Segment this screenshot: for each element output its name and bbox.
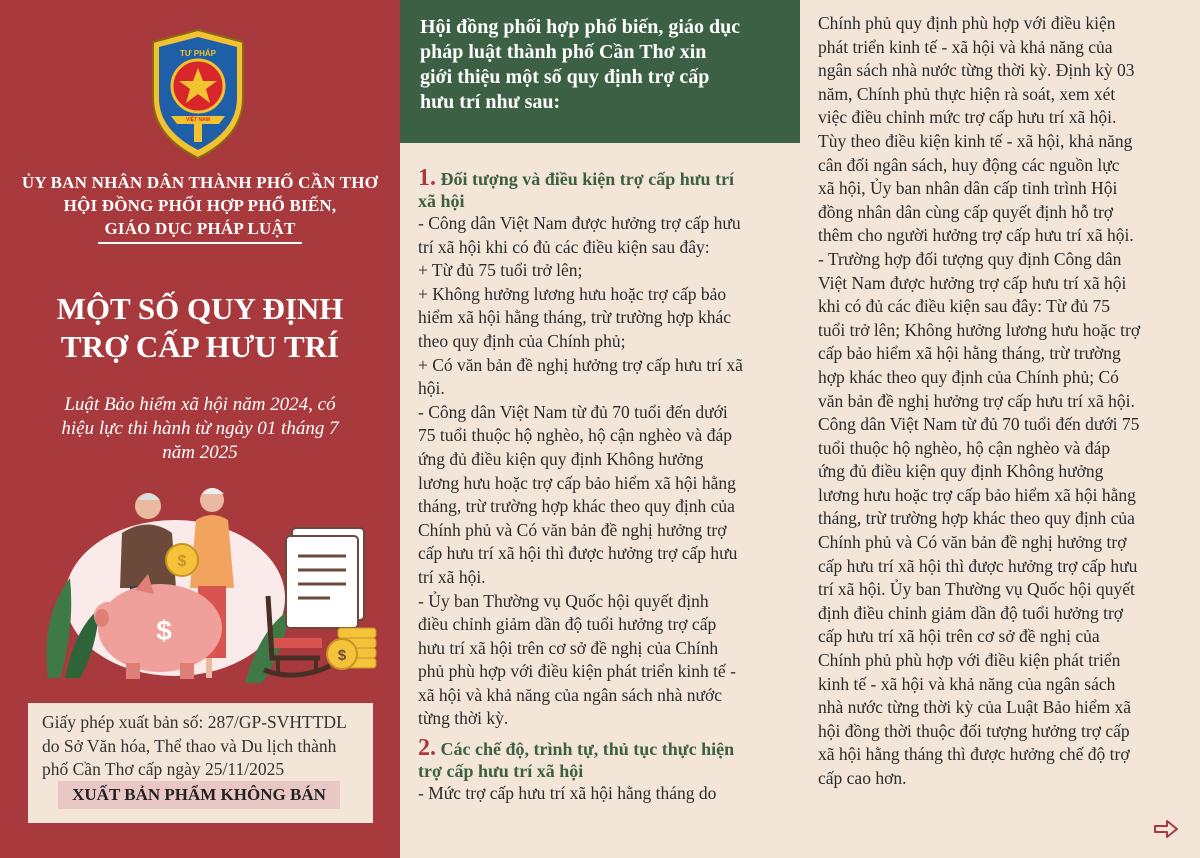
- intro-line-1: Hội đồng phối hợp phổ biến, giáo dục: [420, 16, 741, 38]
- section-1-number: 1.: [418, 165, 436, 191]
- svg-text:$: $: [156, 615, 172, 646]
- body-text-line: xã hội hằng tháng thì được hưởng chế độ trợ: [818, 744, 1130, 765]
- leaf-icon: [46, 578, 71, 678]
- body-text-line: lương hưu hoặc trợ cấp bảo hiểm xã hội hằng: [818, 484, 1136, 505]
- body-text-line: ứng đủ điều kiện quy định Không hưởng: [418, 448, 704, 469]
- body-text-line: từng thời kỳ.: [418, 708, 509, 729]
- next-page-arrow-icon[interactable]: [1153, 820, 1179, 838]
- org-underline: [98, 242, 302, 244]
- org-line-1: ỦY BAN NHÂN DÂN THÀNH PHỐ CẦN THƠ: [21, 173, 379, 192]
- body-text-line: ngân sách nhà nước từng thời kỳ. Định kỳ 03: [818, 60, 1135, 81]
- body-text-line: lương hưu hoặc trợ cấp bảo hiểm xã hội hằng: [418, 472, 736, 493]
- body-text-line: Chính phủ phù hợp với điều kiện phát triển: [818, 650, 1121, 671]
- body-text-line: cấp hưu trí xã hội trên cơ sở đề nghị của: [818, 626, 1100, 647]
- body-text-line: nhà nước từng thời kỳ của Luật Bảo hiểm xã: [818, 697, 1132, 718]
- section-1-heading-line-2: xã hội: [418, 191, 465, 211]
- body-text-line: - Trường hợp đối tượng quy định Công dân: [818, 248, 1122, 269]
- body-text-line: - Mức trợ cấp hưu trí xã hội hằng tháng do: [418, 783, 717, 804]
- law-subtitle-line-1: Luật Bảo hiểm xã hội năm 2024, có: [64, 394, 336, 415]
- law-subtitle-line-3: năm 2025: [162, 442, 238, 463]
- body-text-line: Công dân Việt Nam từ đủ 70 tuổi đến dưới 75: [818, 414, 1140, 435]
- coin-stack-icon: [327, 628, 376, 669]
- body-text-line: 75 tuổi thuộc hộ nghèo, hộ cận nghèo và đáp: [418, 425, 732, 446]
- intro-line-4: hưu trí như sau:: [420, 91, 561, 113]
- document-icon: [286, 528, 364, 628]
- body-text-line: hội.: [418, 378, 445, 399]
- body-text-line: trí xã hội khi có đủ các điều kiện sau đây:: [418, 236, 710, 257]
- section-2-body: [418, 782, 788, 806]
- body-text-line: định điều chỉnh giảm dần độ tuổi hưởng trợ: [818, 602, 1124, 623]
- body-text-line: theo quy định của Chính phủ;: [418, 330, 626, 351]
- intro-banner: [400, 0, 800, 143]
- right-column: [818, 12, 1188, 791]
- body-text-line: hiểm xã hội hằng tháng, trừ trường hợp khác: [418, 307, 732, 328]
- intro-line-2: pháp luật thành phố Cần Thơ xin: [420, 41, 707, 63]
- cover-title-line-1: MỘT SỐ QUY ĐỊNH: [56, 291, 344, 326]
- body-text-line: Chính phủ quy định phù hợp với điều kiện: [818, 13, 1116, 33]
- body-text-line: thêm cho người hưởng trợ cấp hưu trí xã hội.: [818, 225, 1134, 246]
- body-text-line: tháng, trừ trường hợp khác theo quy định của: [418, 496, 735, 517]
- body-text-line: xã hội, Ủy ban nhân dân cấp tỉnh trình Hội: [818, 178, 1118, 199]
- section-1-heading: [418, 167, 788, 190]
- body-text-line: - Ủy ban Thường vụ Quốc hội quyết định: [418, 590, 709, 611]
- body-text-line: khi có đủ các điều kiện sau đây: Từ đủ 75: [818, 296, 1111, 317]
- body-text-line: Tùy theo điều kiện kinh tế - xã hội, khả năng: [818, 130, 1133, 151]
- body-text-line: Chính phủ và Có văn bản đề nghị hưởng trợ: [818, 532, 1127, 553]
- publication-license-box: [28, 703, 373, 823]
- cover-panel: [0, 0, 400, 858]
- section-1-heading-line-1: Đối tượng và điều kiện trợ cấp hưu trí: [440, 169, 735, 189]
- intro-line-3: giới thiệu một số quy định trợ cấp: [420, 66, 710, 88]
- section-2-heading-line-2: trợ cấp hưu trí xã hội: [418, 761, 584, 782]
- justice-emblem-icon: [149, 28, 247, 160]
- body-text-line: Chính phủ và Có văn bản đề nghị hưởng trợ: [418, 519, 727, 540]
- body-text-line: tuổi trở lên; Không hưởng lương hưu hoặc trợ: [818, 319, 1141, 340]
- coin-icon: [166, 544, 198, 576]
- body-text-line: cấp hưu trí xã hội thì được hưởng trợ cấp hưu: [818, 555, 1138, 576]
- body-text-line: + Từ đủ 75 tuổi trở lên;: [418, 260, 583, 281]
- license-line-3: phố Cần Thơ cấp ngày 25/11/2025: [42, 759, 285, 780]
- body-text-line: kinh tế - xã hội và khả năng của ngân sách: [818, 673, 1116, 694]
- body-text-line: tháng, trừ trường hợp khác theo quy định của: [818, 508, 1135, 529]
- body-text-line: việc điều chỉnh mức trợ cấp hưu trí xã hội.: [818, 107, 1117, 128]
- body-text-line: điều chỉnh giảm dần độ tuổi hưởng trợ cấp: [418, 614, 717, 635]
- body-text-line: + Không hưởng lương hưu hoặc trợ cấp bảo: [418, 283, 727, 304]
- body-text-line: văn bản đề nghị hưởng trợ cấp hưu trí xã hội.: [818, 390, 1135, 411]
- org-line-3: GIÁO DỤC PHÁP LUẬT: [104, 219, 296, 238]
- body-text-line: trí xã hội.: [418, 566, 486, 587]
- body-text-line: xã hội và khả năng của ngân sách nhà nước: [418, 684, 722, 705]
- body-text-line: phát triển kinh tế - xã hội và khả năng của: [818, 36, 1113, 57]
- cover-title-line-2: TRỢ CẤP HƯU TRÍ: [60, 329, 340, 364]
- section-2-heading: [418, 737, 788, 760]
- body-text-line: cấp bảo hiểm xã hội hằng tháng, trừ trường: [818, 343, 1121, 364]
- body-text-line: tuổi thuộc hộ nghèo, hộ cận nghèo và đáp: [818, 437, 1111, 458]
- retirement-illustration: [30, 478, 390, 688]
- svg-text:$: $: [337, 647, 347, 664]
- law-subtitle-line-2: hiệu lực thi hành từ ngày 01 tháng 7: [61, 418, 339, 439]
- section-2-heading-line-1: Các chế độ, trình tự, thủ tục thực hiện: [440, 739, 735, 760]
- org-line-2: HỘI ĐỒNG PHỐI HỢP PHỔ BIẾN,: [63, 196, 337, 215]
- body-text-line: ứng đủ điều kiện quy định Không hưởng: [818, 461, 1104, 482]
- body-text-line: - Công dân Việt Nam từ đủ 70 tuổi đến dưới: [418, 401, 728, 422]
- license-line-2: do Sở Văn hóa, Thể thao và Du lịch thành: [42, 735, 337, 756]
- body-text-line: năm, Chính phủ thực hiện rà soát, xem xét: [818, 83, 1116, 104]
- body-text-line: phủ phù hợp với điều kiện phát triển kinh tế -: [418, 661, 736, 682]
- middle-column: [418, 167, 788, 806]
- body-text-line: + Có văn bản đề nghị hưởng trợ cấp hưu trí xã: [418, 354, 743, 375]
- body-text-line: đồng nhân dân cùng cấp quyết định hỗ trợ: [818, 201, 1114, 222]
- section-2-number: 2.: [418, 735, 436, 762]
- body-text-line: hưu trí xã hội trên cơ sở đề nghị của Chính: [418, 637, 719, 658]
- body-text-line: trí xã hội. Ủy ban Thường vụ Quốc hội quyết: [818, 579, 1135, 600]
- svg-text:$: $: [177, 553, 187, 570]
- emblem-text-bottom: VIỆT NAM: [186, 117, 210, 123]
- body-text-line: cân đối ngân sách, huy động các nguồn lực: [818, 154, 1120, 175]
- body-text-line: Việt Nam được hưởng trợ cấp hưu trí xã hội: [818, 272, 1127, 293]
- body-text-line: hội đồng thời thuộc đối tượng hưởng trợ cấp: [818, 720, 1130, 741]
- section-1-body: [418, 212, 788, 731]
- emblem-text-top: TƯ PHÁP: [180, 49, 216, 58]
- body-text-line: hợp khác theo quy định của Chính phủ; Có: [818, 366, 1119, 387]
- body-text-line: cấp hưu trí xã hội thì được hưởng trợ cấp hưu: [418, 543, 738, 564]
- body-text-line: cấp cao hơn.: [818, 768, 907, 788]
- not-for-sale-label: XUẤT BẢN PHẨM KHÔNG BÁN: [58, 781, 340, 809]
- body-text-line: - Công dân Việt Nam được hưởng trợ cấp hưu: [418, 213, 741, 233]
- license-line-1: Giấy phép xuất bản số: 287/GP-SVHTTDL: [42, 712, 347, 732]
